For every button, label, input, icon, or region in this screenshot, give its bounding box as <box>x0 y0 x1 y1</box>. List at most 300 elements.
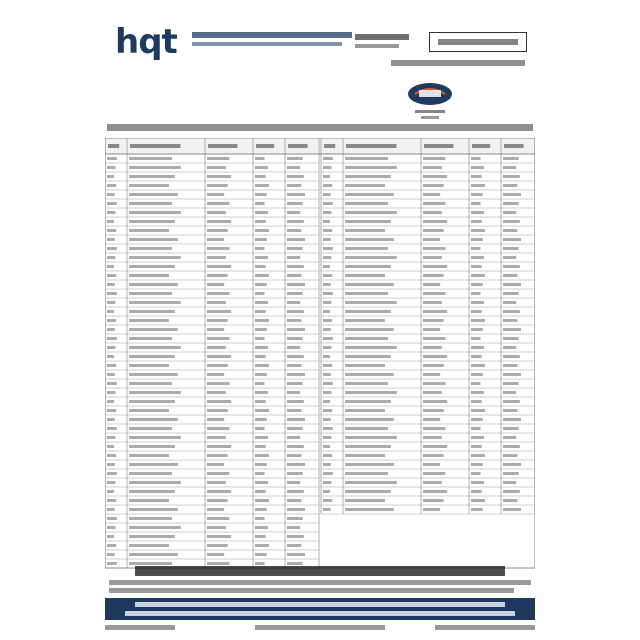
table-cell-text <box>345 220 391 223</box>
table-cell-text <box>423 256 442 259</box>
table-cell-text <box>471 220 482 223</box>
table-cell-text <box>423 229 444 232</box>
table-cell-text <box>255 292 265 295</box>
table-cell-text <box>129 283 178 286</box>
table-cell-text <box>471 481 484 484</box>
table-cell-text <box>107 562 117 565</box>
table-cell-text <box>323 499 332 502</box>
table-cell-text <box>287 445 304 448</box>
table-cell-text <box>471 202 481 205</box>
table-cell-text <box>503 445 520 448</box>
table-cell-text <box>129 202 172 205</box>
table-cell-text <box>423 400 447 403</box>
table-cell-text <box>287 499 301 502</box>
table-cell-text <box>255 490 266 493</box>
table-cell-text <box>207 265 231 268</box>
table-cell-text <box>129 418 178 421</box>
table-cell-text <box>107 274 116 277</box>
table-cell-text <box>471 472 481 475</box>
table-cell-text <box>471 175 482 178</box>
logo-lettering: hqt <box>115 22 177 62</box>
table-cell-text <box>323 463 331 466</box>
table-cell-text <box>255 463 267 466</box>
table-cell-text <box>207 346 226 349</box>
table-cell-text <box>129 481 181 484</box>
table-cell-text <box>503 463 521 466</box>
table-cell-text <box>129 526 181 529</box>
table-cell-text <box>129 274 169 277</box>
table-cell-text <box>423 193 440 196</box>
table-cell-text <box>423 490 447 493</box>
table-cell-text <box>503 391 516 394</box>
table-cell-text <box>107 220 114 223</box>
table-cell-text <box>207 472 229 475</box>
table-cell-text <box>471 283 483 286</box>
table-cell-text <box>255 274 269 277</box>
table-cell-text <box>287 274 301 277</box>
table-cell-text <box>107 175 114 178</box>
table-cell-text <box>107 265 114 268</box>
table-cell-text <box>423 337 445 340</box>
table-cell-text <box>129 355 175 358</box>
table-cell-text <box>207 535 231 538</box>
table-cell-text <box>129 292 172 295</box>
table-cell-text <box>287 292 303 295</box>
table-cell-text <box>287 211 300 214</box>
table-cell-text <box>107 391 115 394</box>
table-cell-text <box>323 445 330 448</box>
table-cell-text <box>503 346 516 349</box>
table-cell-text <box>129 562 172 565</box>
table-cell-text <box>423 427 445 430</box>
table-cell-text <box>503 436 516 439</box>
table-cell-text <box>129 373 178 376</box>
table-cell-text <box>287 562 303 565</box>
table-cell-text <box>287 409 301 412</box>
column-header-text <box>472 144 490 148</box>
table-cell-text <box>345 337 388 340</box>
table-cell-text <box>255 319 269 322</box>
table-cell-text <box>423 355 447 358</box>
table-cell-text <box>255 202 265 205</box>
table-cell-text <box>423 157 445 160</box>
electronic-report-label <box>438 39 518 45</box>
table-cell-text <box>107 445 114 448</box>
table-cell-text <box>255 391 268 394</box>
table-cell-text <box>471 364 485 367</box>
table-cell-text <box>323 265 330 268</box>
table-cell-text <box>255 229 269 232</box>
table-cell-text <box>207 157 229 160</box>
table-cell-text <box>287 427 303 430</box>
table-cell-text <box>287 193 305 196</box>
table-cell-text <box>207 553 224 556</box>
table-cell-text <box>323 472 333 475</box>
table-cell-text <box>323 328 331 331</box>
table-cell-text <box>503 301 516 304</box>
table-cell-text <box>255 157 265 160</box>
table-cell-text <box>423 409 444 412</box>
table-cell-text <box>423 508 440 511</box>
table-cell-text <box>287 391 300 394</box>
table-cell-text <box>129 166 181 169</box>
table-cell-text <box>255 238 267 241</box>
table-cell-text <box>503 247 519 250</box>
table-cell-text <box>107 499 116 502</box>
table-cell-text <box>107 553 115 556</box>
table-cell-text <box>255 409 269 412</box>
table-cell-text <box>471 247 481 250</box>
table-cell-text <box>471 265 482 268</box>
table-cell-text <box>129 238 178 241</box>
table-cell-text <box>107 490 114 493</box>
table-cell-text <box>287 337 303 340</box>
column-header-text <box>208 144 237 148</box>
table-cell-text <box>107 427 117 430</box>
table-cell-text <box>129 436 181 439</box>
table-cell-text <box>255 472 265 475</box>
table-cell-text <box>423 211 442 214</box>
table-cell-text <box>345 310 391 313</box>
table-cell-text <box>345 508 394 511</box>
table-caption <box>107 124 533 133</box>
table-cell-text <box>207 211 226 214</box>
table-cell-text <box>255 346 268 349</box>
table-cell-text <box>345 229 385 232</box>
table-cell-text <box>503 319 517 322</box>
table-cell-text <box>503 490 520 493</box>
table-cell-text <box>129 472 172 475</box>
table-cell-text <box>423 499 444 502</box>
table-cell-text <box>107 526 115 529</box>
table-cell-text <box>323 193 331 196</box>
table-cell-text <box>471 400 482 403</box>
disclaimer-heading <box>135 566 505 578</box>
table-cell-text <box>207 283 224 286</box>
table-cell-text <box>287 418 305 421</box>
table-cell-text <box>345 265 391 268</box>
table-cell-text <box>345 166 397 169</box>
table-cell-text <box>129 346 181 349</box>
table-cell-text <box>129 184 169 187</box>
table-cell-text <box>471 337 481 340</box>
table-cell-text <box>129 328 178 331</box>
table-cell-text <box>107 157 117 160</box>
table-cell-text <box>503 211 516 214</box>
table-cell-text <box>287 382 303 385</box>
table-cell-text <box>503 481 516 484</box>
table-cell-text <box>255 355 266 358</box>
table-cell-text <box>129 445 175 448</box>
table-cell-text <box>503 364 517 367</box>
table-cell-text <box>129 490 175 493</box>
table-cell-text <box>255 256 268 259</box>
table-cell-text <box>287 355 304 358</box>
table-cell-text <box>345 202 388 205</box>
table-cell-text <box>287 526 300 529</box>
table-caption-text <box>107 124 533 131</box>
table-cell-text <box>323 274 332 277</box>
table-cell-text <box>471 346 484 349</box>
table-cell-text <box>503 337 519 340</box>
table-cell-text <box>107 517 117 520</box>
table-cell-text <box>423 247 445 250</box>
table-cell-text <box>129 409 169 412</box>
table-cell-text <box>107 319 116 322</box>
table-cell-text <box>423 301 442 304</box>
table-cell-text <box>207 490 231 493</box>
table-cell-text <box>129 427 172 430</box>
table-cell-text <box>255 166 268 169</box>
table-cell-text <box>107 508 115 511</box>
table-cell-text <box>345 364 385 367</box>
table-cell-text <box>207 481 226 484</box>
table-cell-text <box>287 436 300 439</box>
table-cell-text <box>471 436 484 439</box>
table-cell-text <box>255 535 266 538</box>
table-cell-text <box>471 355 482 358</box>
table-cell-text <box>503 427 519 430</box>
table-cell-text <box>287 490 304 493</box>
taf-seal-icon <box>405 78 455 128</box>
table-cell-text <box>423 238 440 241</box>
table-cell-text <box>129 400 175 403</box>
table-cell-text <box>345 499 385 502</box>
table-cell-text <box>423 454 444 457</box>
table-cell-text <box>255 454 269 457</box>
table-cell-text <box>207 166 226 169</box>
table-cell-text <box>287 220 304 223</box>
table-cell-text <box>207 292 229 295</box>
table-cell-text <box>207 337 229 340</box>
table-cell-text <box>323 319 332 322</box>
table-cell-text <box>255 499 269 502</box>
table-cell-text <box>503 292 519 295</box>
company-name <box>192 32 372 46</box>
table-cell-text <box>503 454 517 457</box>
column-header-text <box>256 144 274 148</box>
table-cell-text <box>107 382 117 385</box>
table-cell-text <box>129 517 172 520</box>
table-cell-text <box>287 508 305 511</box>
table-cell-text <box>255 544 269 547</box>
table-cell-text <box>255 382 265 385</box>
table-cell-text <box>471 193 483 196</box>
table-cell-text <box>107 328 115 331</box>
table-cell-text <box>345 373 394 376</box>
company-logo <box>115 22 185 62</box>
table-cell-text <box>287 400 304 403</box>
page-number <box>255 625 385 630</box>
table-cell-text <box>503 175 520 178</box>
table-cell-text <box>471 184 485 187</box>
table-cell-text <box>129 337 172 340</box>
table-cell-text <box>323 490 330 493</box>
table-cell-text <box>471 166 484 169</box>
table-cell-text <box>345 400 391 403</box>
table-cell-text <box>471 274 485 277</box>
report-title-chinese <box>355 34 409 40</box>
table-cell-text <box>129 463 178 466</box>
table-cell-text <box>471 310 482 313</box>
table-cell-text <box>107 211 115 214</box>
table-cell-text <box>471 373 483 376</box>
table-cell-text <box>287 481 300 484</box>
table-cell-text <box>423 175 447 178</box>
table-cell-text <box>287 184 301 187</box>
results-table-grid <box>105 138 535 574</box>
table-cell-text <box>255 562 265 565</box>
table-cell-text <box>323 409 332 412</box>
table-cell-text <box>107 481 115 484</box>
taf-accreditation-logo <box>405 78 455 128</box>
table-cell-text <box>287 463 305 466</box>
column-header-text <box>108 144 119 148</box>
results-table <box>105 138 535 574</box>
table-cell-text <box>423 220 447 223</box>
table-cell-text <box>287 553 305 556</box>
table-cell-text <box>471 382 481 385</box>
column-header-text <box>288 144 308 148</box>
table-cell-text <box>423 364 444 367</box>
table-cell-text <box>471 157 481 160</box>
table-cell-text <box>107 229 116 232</box>
table-cell-text <box>207 544 228 547</box>
report-number-text <box>391 60 525 66</box>
table-cell-text <box>287 472 303 475</box>
table-cell-text <box>345 454 385 457</box>
page-footer <box>105 623 535 631</box>
table-cell-text <box>255 373 267 376</box>
table-cell-text <box>207 256 226 259</box>
table-cell-text <box>287 535 304 538</box>
table-cell-text <box>107 238 115 241</box>
version-date <box>435 625 535 630</box>
table-cell-text <box>107 310 114 313</box>
table-cell-text <box>503 382 519 385</box>
table-cell-text <box>129 265 175 268</box>
company-name-english <box>192 42 342 46</box>
table-cell-text <box>107 544 116 547</box>
table-cell-text <box>323 292 333 295</box>
table-cell-text <box>207 526 226 529</box>
electronic-report-box <box>429 32 527 52</box>
table-cell-text <box>255 553 267 556</box>
table-cell-text <box>207 499 228 502</box>
table-cell-text <box>323 391 331 394</box>
table-cell-text <box>323 202 333 205</box>
table-cell-text <box>323 256 331 259</box>
table-cell-text <box>207 274 228 277</box>
table-cell-text <box>345 355 391 358</box>
table-cell-text <box>207 175 231 178</box>
table-cell-text <box>129 157 172 160</box>
table-cell-text <box>323 310 330 313</box>
table-cell-text <box>503 472 519 475</box>
table-cell-text <box>423 481 442 484</box>
table-cell-text <box>207 508 224 511</box>
table-cell-text <box>345 436 397 439</box>
table-cell-text <box>255 265 266 268</box>
table-cell-text <box>323 454 332 457</box>
table-cell-text <box>129 499 169 502</box>
table-cell-text <box>107 247 117 250</box>
table-cell-text <box>323 184 332 187</box>
table-cell-text <box>287 364 301 367</box>
table-cell-text <box>129 535 175 538</box>
disclaimer-line <box>109 588 514 593</box>
table-cell-text <box>287 283 305 286</box>
table-cell-text <box>129 454 169 457</box>
table-cell-text <box>129 310 175 313</box>
table-cell-text <box>107 184 116 187</box>
table-cell-text <box>503 328 521 331</box>
table-cell-text <box>129 229 169 232</box>
table-cell-text <box>471 229 485 232</box>
table-cell-text <box>255 508 267 511</box>
table-cell-text <box>207 454 228 457</box>
table-cell-text <box>345 409 385 412</box>
table-cell-text <box>287 229 301 232</box>
table-cell-text <box>323 508 331 511</box>
table-cell-text <box>323 400 330 403</box>
table-cell-text <box>423 274 444 277</box>
lab-name-line <box>135 602 505 607</box>
table-cell-text <box>107 364 116 367</box>
lab-address-line <box>125 611 515 616</box>
table-cell-text <box>323 382 333 385</box>
table-cell-text <box>255 364 269 367</box>
table-cell-text <box>471 427 481 430</box>
table-cell-text <box>323 175 330 178</box>
table-cell-text <box>287 256 300 259</box>
table-cell-text <box>345 283 394 286</box>
table-cell-text <box>423 283 440 286</box>
table-cell-text <box>107 409 116 412</box>
table-cell-text <box>255 337 265 340</box>
table-cell-text <box>207 355 231 358</box>
report-page <box>95 20 545 622</box>
table-cell-text <box>503 409 517 412</box>
table-cell-text <box>255 175 266 178</box>
table-cell-text <box>345 382 388 385</box>
table-cell-text <box>287 517 303 520</box>
table-cell-text <box>345 301 397 304</box>
table-cell-text <box>323 373 331 376</box>
table-cell-text <box>323 301 331 304</box>
table-cell-text <box>345 418 394 421</box>
table-cell-text <box>255 328 267 331</box>
table-cell-text <box>207 436 226 439</box>
table-cell-text <box>287 166 300 169</box>
report-title-english <box>355 44 399 48</box>
table-cell-text <box>207 463 224 466</box>
table-cell-text <box>107 472 117 475</box>
table-cell-text <box>207 301 226 304</box>
table-cell-text <box>207 238 224 241</box>
table-cell-text <box>207 229 228 232</box>
table-cell-text <box>129 193 178 196</box>
table-cell-text <box>423 418 440 421</box>
table-cell-text <box>471 211 484 214</box>
table-cell-text <box>323 283 331 286</box>
table-cell-text <box>129 220 175 223</box>
table-cell-text <box>255 400 266 403</box>
table-cell-text <box>129 211 181 214</box>
table-cell-text <box>471 463 483 466</box>
table-cell-text <box>255 481 268 484</box>
table-cell-text <box>345 427 388 430</box>
